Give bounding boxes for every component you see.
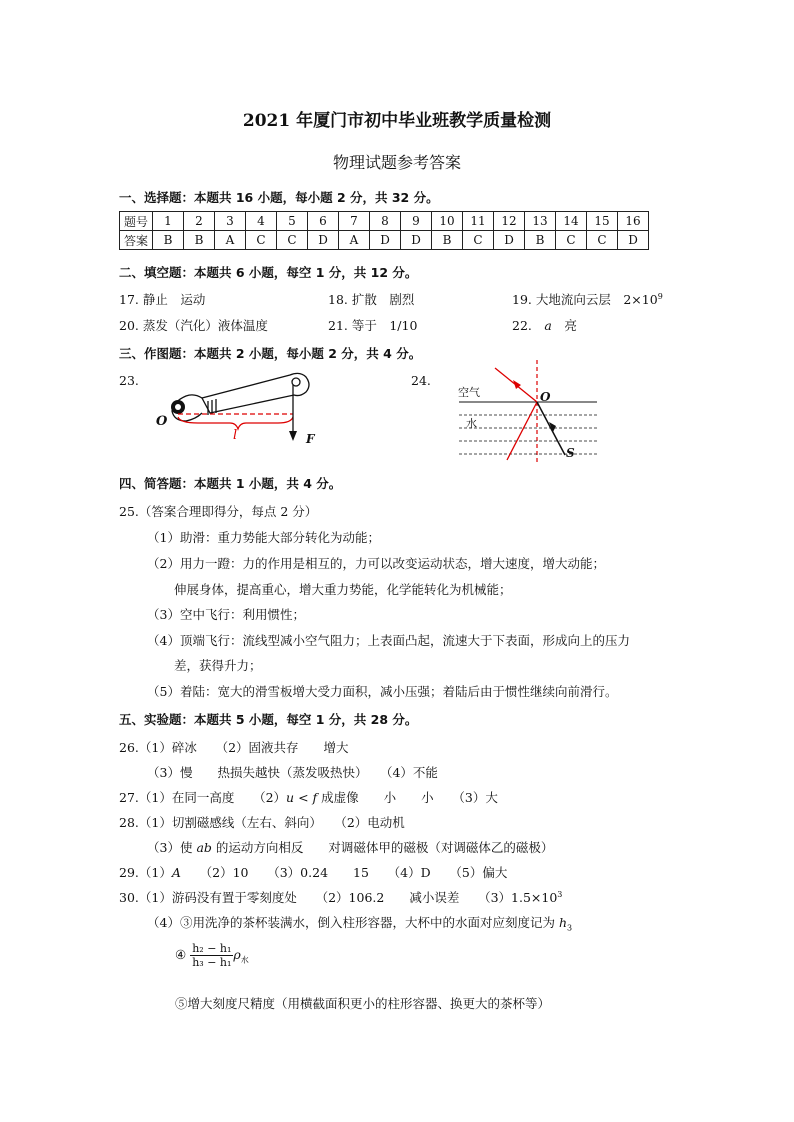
q25-point-2-cont: 伸展身体，提高重心，增大重力势能，化学能转化为机械能； [174, 582, 512, 597]
answer-28-post: 的运动方向相反 对调磁体甲的磁极（对调磁体乙的磁极） [211, 840, 554, 855]
table-cell: C [246, 231, 277, 250]
refraction-diagram [455, 360, 600, 465]
label-l: l [233, 428, 238, 443]
answer-19-text: 19. 大地流向云层 2×10 [512, 292, 658, 307]
section5-heading: 五、实验题：本题共 5 小题，每空 1 分，共 28 分。 [119, 712, 418, 727]
table-cell: 12 [494, 212, 525, 231]
answer-30-h-sub: 3 [567, 923, 573, 933]
section2-heading: 二、填空题：本题共 6 小题，每空 1 分，共 12 分。 [119, 265, 418, 280]
answer-27-f: f [312, 790, 318, 805]
answer-22 [512, 316, 577, 334]
table-cell: D [494, 231, 525, 250]
rho-subscript: 水 [240, 955, 249, 965]
table-cell: D [370, 231, 401, 250]
table-cell: 13 [525, 212, 556, 231]
table-cell: 3 [215, 212, 246, 231]
answer-22-rest: 亮 [564, 318, 577, 333]
answer-30-formula [175, 942, 249, 969]
table-row [120, 212, 649, 231]
answer-29-A: A [171, 865, 181, 880]
answer-26-line2: （3）慢 热损失越快（蒸发吸热快） （4）不能 [147, 765, 438, 780]
q25-point-4-cont: 差，获得升力； [174, 658, 262, 673]
section3-heading: 三、作图题：本题共 2 小题，每小题 2 分，共 4 分。 [119, 346, 422, 361]
formula-label: ④ [175, 947, 187, 962]
answer-29-post: （2）10 （3）0.24 15 （4）D （5）偏大 [180, 865, 508, 880]
answer-19-exp: 9 [657, 291, 663, 301]
answer-18: 18. 扩散 剧烈 [328, 292, 415, 307]
q25-point-5: （5）着陆：宽大的滑雪板增大受力面积，减小压强；着陆后由于惯性继续向前滑行。 [147, 684, 618, 699]
answer-29 [119, 863, 507, 881]
table-cell: D [401, 231, 432, 250]
answer-27-u: u [286, 790, 295, 805]
answer-30-line2-text: （4）③用洗净的茶杯装满水，倒入柱形容器，大杯中的水面对应刻度记为 [147, 915, 559, 930]
table-cell: C [463, 231, 494, 250]
table-cell: 1 [153, 212, 184, 231]
table-cell: 9 [401, 212, 432, 231]
q25-point-2: （2）用力一蹬：力的作用是相互的，力可以改变运动状态，增大速度，增大动能； [147, 556, 605, 571]
answer-27-lt: < [294, 790, 313, 805]
answer-27 [119, 788, 498, 806]
q25-intro: 25.（答案合理即得分，每点 2 分） [119, 504, 318, 519]
answer-30-line1 [119, 888, 562, 906]
answer-30-text: 30.（1）游码没有置于零刻度处 （2）106.2 减小误差 （3）1.5×10 [119, 890, 558, 905]
table-cell: B [153, 231, 184, 250]
answer-22-num: 22. [512, 318, 532, 333]
answer-28-line1: 28.（1）切割磁感线（左右、斜向） （2）电动机 [119, 815, 405, 830]
section4-heading: 四、简答题：本题共 1 小题，共 4 分。 [119, 476, 342, 491]
table-cell: B [525, 231, 556, 250]
rho-symbol: ρ [233, 947, 241, 962]
answer-28-ab: ab [196, 840, 212, 855]
answer-17: 17. 静止 运动 [119, 292, 206, 307]
answer-26-line1: 26.（1）碎冰 （2）固液共存 增大 [119, 740, 349, 755]
section1-heading: 一、选择题：本题共 16 小题，每小题 2 分，共 32 分。 [119, 190, 439, 205]
table-cell: B [184, 231, 215, 250]
answer-28-pre: （3）使 [147, 840, 197, 855]
answer-22-a: a [544, 318, 552, 333]
wrench-diagram [150, 365, 325, 450]
table-cell: D [618, 231, 649, 250]
table-cell: A [339, 231, 370, 250]
q25-point-4: （4）顶端飞行：流线型减小空气阻力；上表面凸起，流速大于下表面，形成向上的压力 [147, 633, 630, 648]
table-cell: 2 [184, 212, 215, 231]
table-cell: 答案 [120, 231, 153, 250]
label-water: 水 [466, 417, 477, 430]
page-title: 2021 年厦门市初中毕业班教学质量检测 [242, 111, 552, 131]
label-S: S [566, 446, 575, 460]
answer-21: 21. 等于 1/10 [328, 318, 418, 333]
table-cell: A [215, 231, 246, 250]
answer-30-exp: 3 [557, 889, 563, 899]
table-cell: 6 [308, 212, 339, 231]
answer-27-post: 成虚像 小 小 （3）大 [317, 790, 498, 805]
answer-30-h: h [558, 915, 567, 930]
answer-table [119, 211, 649, 250]
table-cell: 8 [370, 212, 401, 231]
table-row [120, 231, 649, 250]
q23-number: 23. [119, 373, 139, 388]
table-cell: 5 [277, 212, 308, 231]
answer-30-line4: ⑤增大刻度尺精度（用横截面积更小的柱形容器、换更大的茶杯等） [175, 996, 551, 1011]
table-cell: 7 [339, 212, 370, 231]
fraction [190, 942, 233, 969]
answer-27-pre: 27.（1）在同一高度 （2） [119, 790, 287, 805]
label-O: O [156, 414, 168, 429]
q24-number: 24. [411, 373, 431, 388]
table-cell: 11 [463, 212, 494, 231]
q25-point-1: （1）助滑：重力势能大部分转化为动能； [147, 530, 380, 545]
label-F: F [306, 432, 315, 446]
table-cell: 14 [556, 212, 587, 231]
table-cell: C [587, 231, 618, 250]
table-cell: 4 [246, 212, 277, 231]
table-cell: C [556, 231, 587, 250]
label-air: 空气 [458, 386, 480, 399]
answer-29-pre: 29.（1） [119, 865, 172, 880]
answer-19 [512, 290, 663, 308]
table-cell: C [277, 231, 308, 250]
table-cell: 15 [587, 212, 618, 231]
answer-28-line2 [147, 838, 553, 856]
table-cell: 16 [618, 212, 649, 231]
answer-30-line2 [147, 913, 572, 933]
fraction-denominator: h₃ − h₁ [192, 956, 232, 969]
label-O2: O [540, 390, 551, 404]
table-cell: 题号 [120, 212, 153, 231]
page-subtitle: 物理试题参考答案 [332, 153, 461, 172]
q25-point-3: （3）空中飞行：利用惯性； [147, 607, 305, 622]
table-cell: B [432, 231, 463, 250]
table-cell: D [308, 231, 339, 250]
answer-20: 20. 蒸发（汽化）液体温度 [119, 318, 268, 333]
table-cell: 10 [432, 212, 463, 231]
fraction-numerator: h₂ − h₁ [192, 942, 232, 955]
